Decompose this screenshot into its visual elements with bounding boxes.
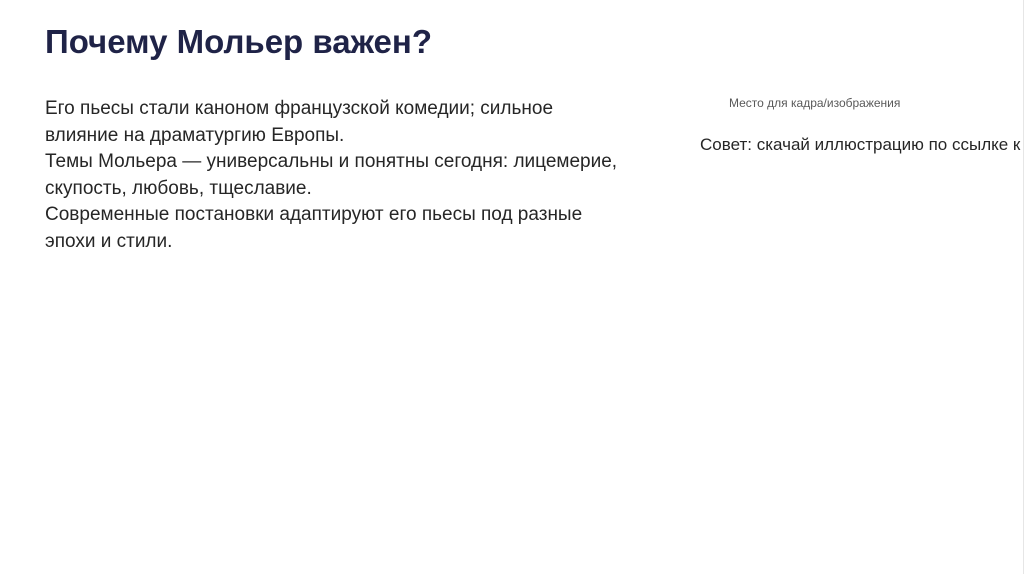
body-line: Современные постановки адаптируют его пьесы под разные	[45, 204, 583, 225]
body-line: влияние на драматургию Европы.	[45, 124, 345, 146]
body-line: скупость, любовь, тщеславие.	[45, 177, 312, 199]
body-line: Его пьесы стали каноном французской комедии; сильное	[45, 98, 554, 119]
body-line: Темы Мольера — универсальны и понятны сегодня: лицемерие,	[45, 151, 618, 172]
slide-title: Почему Мольер важен?	[45, 23, 432, 60]
slide-body-text	[45, 96, 655, 255]
image-placeholder-label: Место для кадра/изображения	[729, 96, 901, 110]
tip-text: Совет: скачай иллюстрацию по ссылке к	[700, 135, 1021, 154]
body-line: эпохи и стили.	[45, 230, 173, 252]
